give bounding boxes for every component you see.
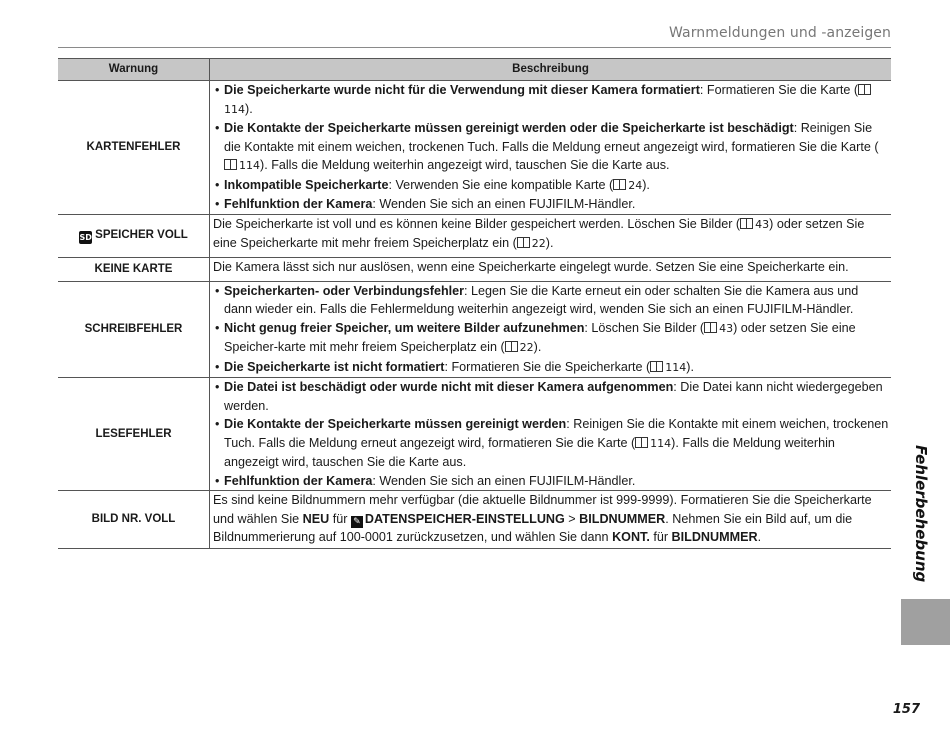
page-reference: 114 [665, 360, 687, 374]
item-text: : Formatieren Sie die Speicherkarte ( [444, 359, 651, 374]
item-text: ). [686, 359, 694, 374]
menu-item: BILDNUMMER [671, 530, 758, 544]
warning-label: BILD NR. VOLL [91, 513, 176, 526]
table-row [58, 81, 891, 215]
item-text: : Legen Sie die Karte erneut ein oder schalten Sie die Kamera aus und dann wieder ein. Falls die Fehlermeldung weiterhin angezeigt wird, wenden Sie sich an einen FUJIFILM-Händler. [224, 283, 859, 316]
description-text: . Nehmen Sie ein Bild auf, um die Bildnummerierung auf 100-0001 zurückzusetzen, und wählen Sie dann [213, 511, 853, 544]
menu-option: NEU [302, 511, 330, 526]
description-text: Es sind keine Bildnummern mehr verfügbar (die aktuelle Bildnummer ist 999-9999). Formatieren Sie die Speicherkarte und wählen Sie [213, 493, 872, 526]
warning-cell [58, 81, 210, 215]
warning-label: KEINE KARTE [94, 262, 173, 275]
item-text: ). [533, 340, 542, 354]
table-row [58, 281, 891, 378]
description-cell [210, 81, 892, 215]
book-reference-icon [613, 179, 626, 190]
description-cell [210, 257, 892, 281]
menu-item: BILDNUMMER [579, 511, 666, 526]
item-text: : Wenden Sie sich an einen FUJIFILM-Händler. [372, 473, 636, 488]
book-reference-icon [858, 84, 871, 95]
item-title: Die Datei ist beschädigt oder wurde nicht mit dieser Kamera aufgenommen [224, 380, 674, 394]
description-text: Die Speicherkarte ist voll und es können keine Bilder gespeichert werden. Löschen Sie Bilder ( [213, 216, 741, 231]
list-item: • Die Speicherkarte wurde nicht für die Verwendung mit dieser Kamera formatiert: Formatieren Sie die Karte (114). [213, 81, 889, 119]
book-reference-icon [224, 159, 237, 170]
item-title: Speicherkarten- oder Verbindungsfehler [224, 283, 465, 298]
page-reference: 114 [650, 436, 672, 450]
book-reference-icon [704, 322, 717, 333]
book-reference-icon [517, 237, 530, 248]
item-text: ). [642, 177, 650, 192]
list-item: • Fehlfunktion der Kamera: Wenden Sie sich an einen FUJIFILM-Händler. [215, 197, 636, 211]
table-row [58, 257, 891, 281]
menu-item: DATENSPEICHER-EINSTELLUNG [364, 511, 565, 526]
description-text: für [329, 511, 351, 526]
page-reference: 114 [224, 102, 245, 116]
table-row [58, 214, 891, 257]
description-text: > [564, 511, 580, 526]
book-reference-icon [740, 218, 753, 229]
warning-label: SCHREIBFEHLER [84, 323, 183, 335]
page-reference: 24 [628, 178, 643, 192]
item-text: ). Falls die Meldung weiterhin angezeigt wird, tauschen Sie die Karte aus. [224, 435, 835, 469]
item-title: Die Speicherkarte ist nicht formatiert [224, 359, 445, 374]
item-title: Die Speicherkarte wurde nicht für die Verwendung mit dieser Kamera formatiert [224, 83, 700, 97]
column-header-warning: Warnung [58, 59, 210, 81]
warnings-table [58, 58, 891, 549]
description-cell [210, 491, 892, 549]
description-text: ) oder setzen Sie eine Speicherkarte mit mehr freiem Speicherplatz ein ( [213, 216, 865, 250]
warning-cell [58, 491, 210, 549]
description-text: Die Kamera lässt sich nur auslösen, wenn eine Speicherkarte eingelegt wurde. Setzen Sie eine Speicherkarte ein. [213, 259, 849, 274]
item-title: Inkompatible Speicherkarte [224, 177, 389, 192]
warning-label: KARTENFEHLER [86, 141, 181, 153]
list-item: • Inkompatible Speicherkarte: Verwenden Sie eine kompatible Karte ( 24). [215, 177, 650, 192]
page-reference: 22 [531, 237, 546, 250]
warning-cell [58, 281, 210, 378]
item-text: ). [245, 101, 253, 116]
page-reference: 43 [755, 217, 770, 231]
item-text: ) oder setzen Sie eine Speicher-karte mit mehr freiem Speicherplatz ein ( [224, 320, 856, 354]
item-title: Fehlfunktion der Kamera [224, 473, 373, 488]
description-cell [210, 214, 892, 257]
list-item: • Fehlfunktion der Kamera: Wenden Sie sich an einen FUJIFILM-Händler. [215, 473, 636, 488]
table-row [58, 491, 891, 549]
warning-cell [58, 378, 210, 491]
description-text: für [649, 530, 672, 544]
list-item: • Die Speicherkarte ist nicht formatiert: Formatieren Sie die Speicherkarte ( 114). [215, 359, 694, 374]
item-title: Die Kontakte der Speicherkarte müssen gereinigt werden [224, 417, 567, 431]
item-text: : Verwenden Sie eine kompatible Karte ( [388, 177, 614, 192]
table-row [58, 378, 891, 491]
warning-label: SPEICHER VOLL [95, 229, 188, 242]
page-header [58, 0, 891, 48]
item-text: ). Falls die Meldung weiterhin angezeigt wird, tauschen Sie die Karte aus. [260, 158, 670, 172]
column-header-description: Beschreibung [210, 59, 892, 81]
page-reference: 43 [719, 321, 734, 335]
page-number: 157 [892, 702, 920, 717]
book-reference-icon [635, 437, 648, 448]
description-list [213, 378, 889, 490]
item-text: : Reinigen Sie die Kontakte mit einem weichen, trockenen Tuch. Falls die Meldung erneut angezeigt wird, formatieren Sie die Karte ( [224, 121, 879, 154]
setup-menu-icon: ✎ [351, 516, 363, 528]
item-text: : Reinigen Sie die Kontakte mit einem weichen, trockenen Tuch. Falls die Meldung erneut angezeigt wird, formatieren Sie die Karte ( [224, 417, 889, 450]
table-header-row [58, 59, 891, 81]
book-reference-icon [505, 341, 518, 352]
item-text: : Formatieren Sie die Karte ( [699, 83, 859, 97]
page-reference: 114 [239, 159, 260, 172]
item-text: : Löschen Sie Bilder ( [584, 320, 705, 335]
section-title: Warnmeldungen und -anzeigen [668, 25, 891, 41]
warning-cell [58, 214, 210, 257]
chapter-tab-marker [901, 599, 950, 645]
warning-label: LESEFEHLER [95, 427, 172, 440]
page-reference: 22 [519, 341, 534, 354]
description-list [213, 81, 889, 214]
description-cell [210, 281, 892, 378]
sd-card-icon: SD [79, 233, 92, 243]
item-text: : Wenden Sie sich an einen FUJIFILM-Händler. [372, 197, 636, 211]
item-title: Die Kontakte der Speicherkarte müssen gereinigt werden oder die Speicherkarte ist beschädigt [224, 121, 794, 135]
chapter-side-label: Fehlerbehebung [912, 445, 930, 583]
list-item: • Nicht genug freier Speicher, um weitere Bilder aufzunehmen: Löschen Sie Bilder ( 43) oder setzen Sie eine Speicher-karte mit mehr freiem Speicherplatz ein ( 22). [215, 320, 856, 354]
description-text: ). [545, 236, 554, 250]
list-item: • Die Datei ist beschädigt oder wurde nicht mit dieser Kamera aufgenommen: Die Datei kann nicht wiedergegeben werden. [215, 380, 883, 413]
list-item: • Die Kontakte der Speicherkarte müssen gereinigt werden: Reinigen Sie die Kontakte mit einem weichen, trockenen Tuch. Falls die Meldung erneut angezeigt wird, formatieren Sie die Karte ( 114). Falls die Meldung weiterhin angezeigt wird, tauschen Sie die Karte aus. [215, 417, 889, 469]
list-item: • Die Kontakte der Speicherkarte müssen gereinigt werden oder die Speicherkarte ist beschädigt: Reinigen Sie die Kontakte mit einem weichen, trockenen Tuch. Falls die Meldung erneut angezeigt wird, formatieren Sie die Karte (114). Falls die Meldung weiterhin angezeigt wird, tauschen Sie die Karte aus. [215, 121, 879, 172]
description-list [213, 282, 889, 378]
book-reference-icon [650, 361, 663, 372]
menu-option: KONT. [612, 530, 650, 544]
item-title: Fehlfunktion der Kamera [224, 197, 373, 211]
description-text: . [757, 530, 762, 544]
list-item: • Speicherkarten- oder Verbindungsfehler: Legen Sie die Karte erneut ein oder schalten Sie die Kamera aus und dann wieder ein. Falls die Fehlermeldung weiterhin angezeigt wird, wenden Sie sich an einen FUJIFILM-Händler. [215, 283, 859, 316]
description-cell [210, 378, 892, 491]
item-title: Nicht genug freier Speicher, um weitere Bilder aufzunehmen [224, 320, 585, 335]
item-text: : Die Datei kann nicht wiedergegeben werden. [224, 380, 883, 413]
warning-cell [58, 257, 210, 281]
